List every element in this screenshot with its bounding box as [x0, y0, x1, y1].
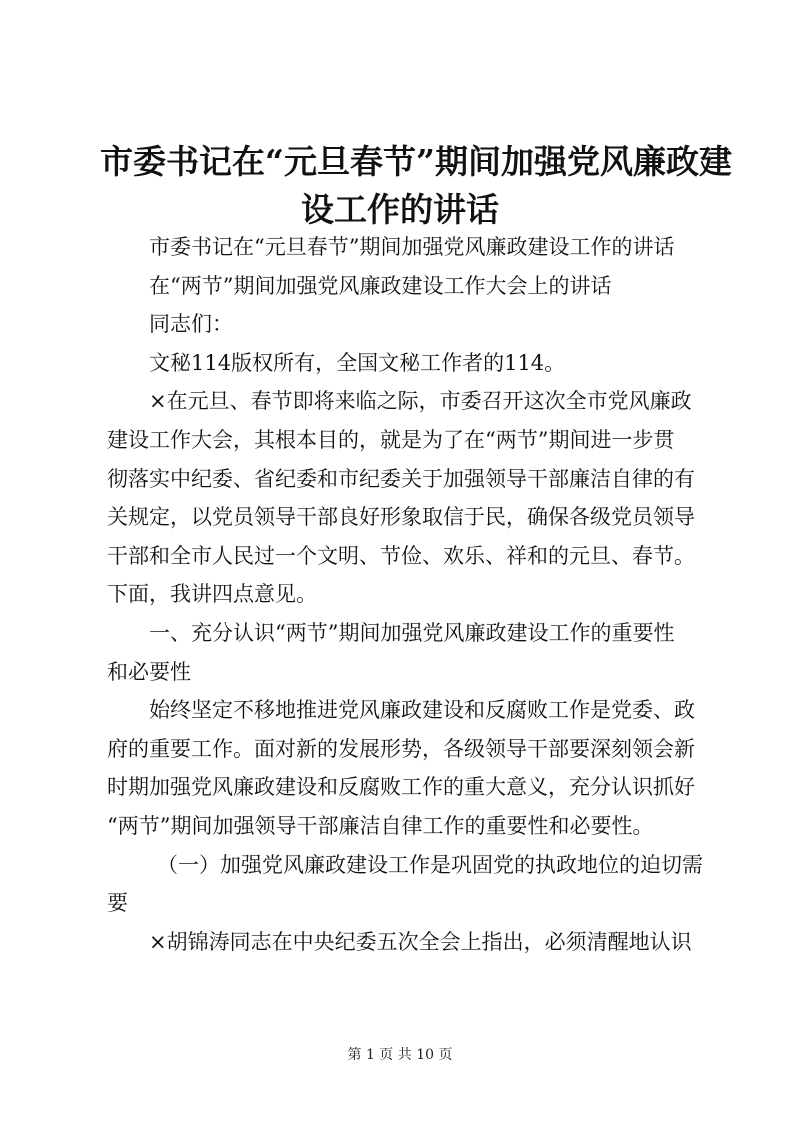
body-line: 建设工作大会，其根本目的，就是为了在“两节”期间进一步贯 [107, 427, 675, 452]
body-line: 府的重要工作。面对新的发展形势，各级领导干部要深刻领会新 [107, 736, 695, 761]
body-line: 和必要性 [107, 659, 191, 684]
body-line: 时期加强党风廉政建设和反腐败工作的重大意义，充分认识抓好 [107, 775, 695, 800]
body-line: 下面，我讲四点意见。 [107, 582, 317, 607]
body-line: 一、充分认识“两节”期间加强党风廉政建设工作的重要性 [149, 620, 675, 645]
body-line: “两节”期间加强领导干部廉洁自律工作的重要性和必要性。 [107, 813, 654, 838]
page-footer [0, 1044, 800, 1064]
body-line: 彻落实中纪委、省纪委和市纪委关于加强领导干部廉洁自律的有 [107, 466, 695, 491]
body-line: 始终坚定不移地推进党风廉政建设和反腐败工作是党委、政 [149, 698, 695, 723]
body-line: ×在元旦、春节即将来临之际，市委召开这次全市党风廉政 [149, 389, 692, 414]
body-line: 要 [107, 891, 128, 916]
body-line: 干部和全市人民过一个文明、节俭、欢乐、祥和的元旦、春节。 [107, 543, 695, 568]
body-line: ×胡锦涛同志在中央纪委五次全会上指出，必须清醒地认识 [149, 929, 692, 954]
document-body [107, 228, 707, 961]
body-line: 在“两节”期间加强党风廉政建设工作大会上的讲话 [149, 273, 612, 298]
body-line: 同志们： [149, 312, 233, 337]
document-title [100, 138, 732, 234]
body-line: 关规定，以党员领导干部良好形象取信于民，确保各级党员领导 [107, 505, 695, 530]
title-line-2: 设工作的讲话 [301, 190, 499, 229]
title-line-1: 市委书记在“元旦春节”期间加强党风廉政建 [100, 142, 732, 181]
body-line: 文秘114版权所有，全国文秘工作者的114。 [149, 350, 566, 375]
body-line: （一）加强党风廉政建设工作是巩固党的执政地位的迫切需 [157, 852, 703, 877]
page-number-label: 第 1 页 共 10 页 [347, 1047, 453, 1063]
body-line: 市委书记在“元旦春节”期间加强党风廉政建设工作的讲话 [149, 235, 675, 259]
